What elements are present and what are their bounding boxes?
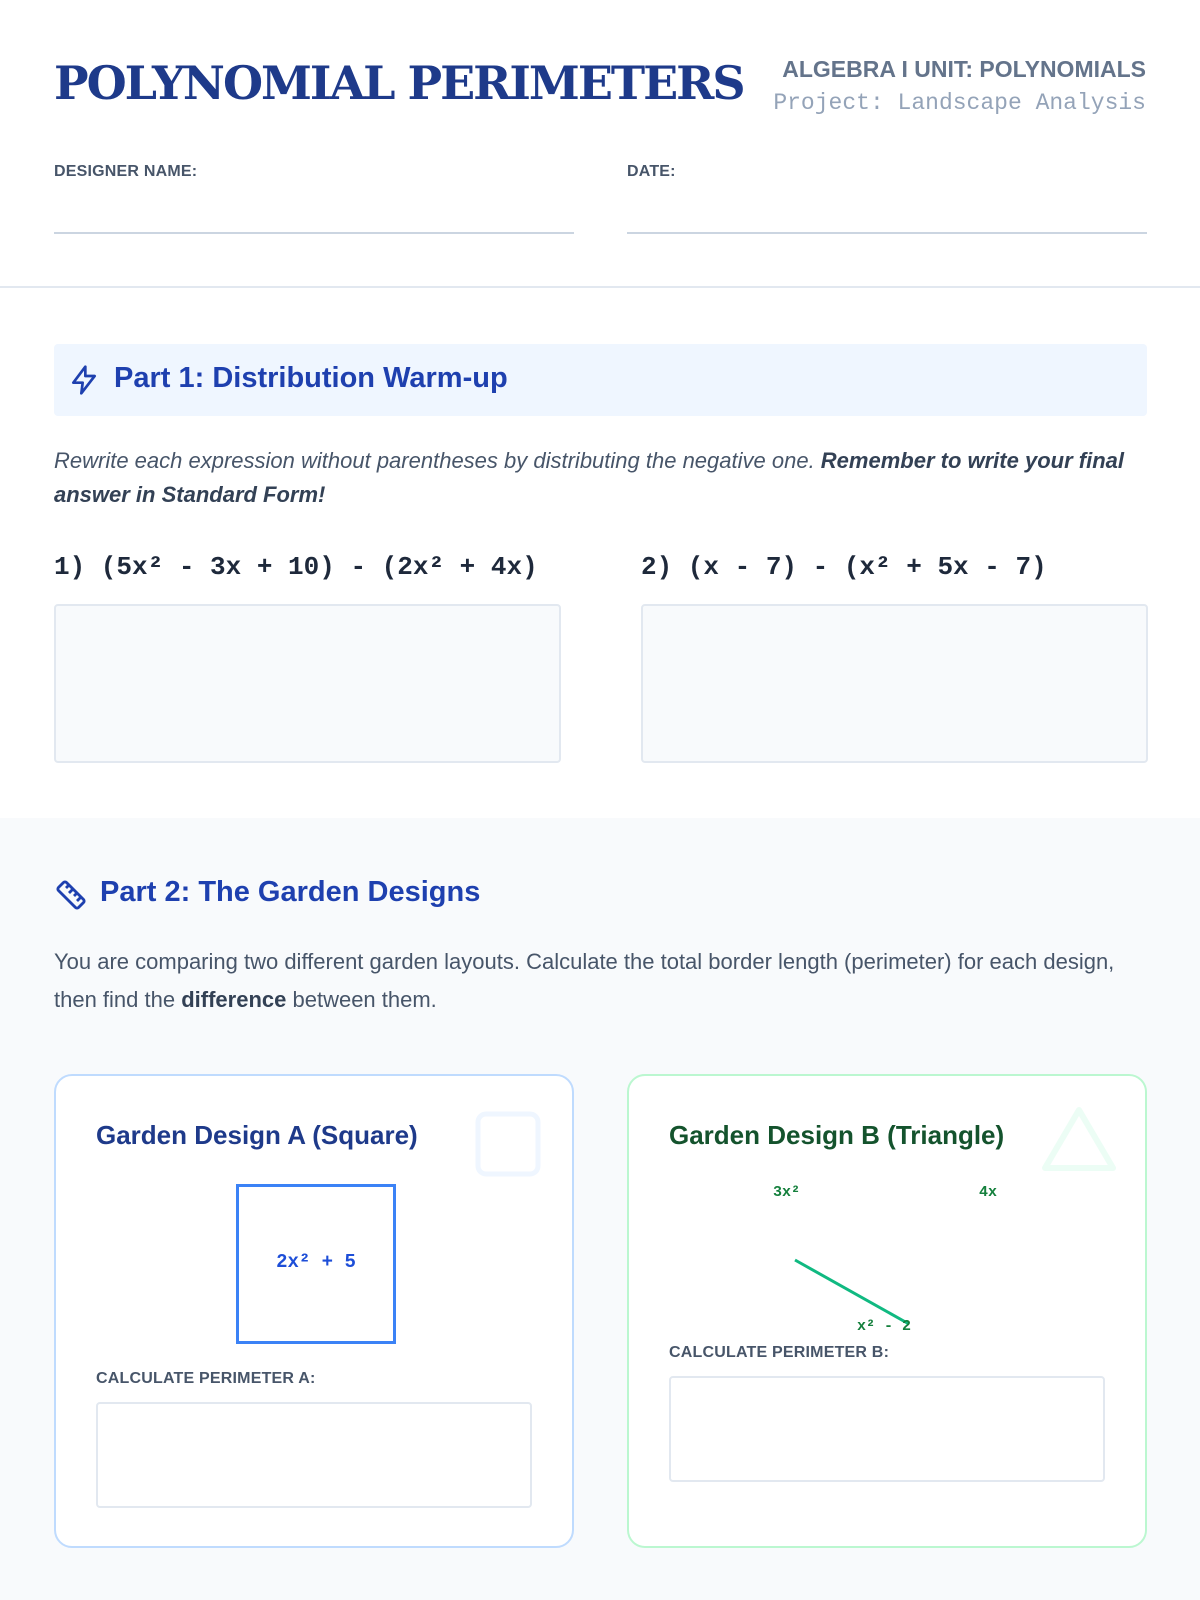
date-field[interactable] (627, 232, 1147, 234)
garden-design-b-card (627, 1074, 1147, 1548)
perimeter-a-answer-box[interactable] (96, 1402, 532, 1508)
square-diagram (236, 1184, 396, 1344)
garden-design-b-title: Garden Design B (Triangle) (669, 1120, 1005, 1150)
designer-name-label: DESIGNER NAME: (54, 163, 198, 180)
triangle-side-bottom-label: x² - 2 (857, 1318, 912, 1335)
lightning-icon (68, 364, 100, 396)
part1-instructions-text: Rewrite each expression without parentheses by distributing the negative one. (54, 448, 821, 473)
part1-instructions-emphasis: Remember to write your final answer in Standard Form! (54, 448, 1124, 507)
part1-banner (54, 344, 1147, 416)
part2-title: Part 2: The Garden Designs (100, 876, 481, 908)
worksheet-header (0, 0, 1200, 288)
problem-2: 2) (x - 7) - (x² + 5x - 7) (641, 552, 1047, 582)
square-watermark-icon (474, 1110, 542, 1178)
garden-design-a-card (54, 1074, 574, 1548)
part2-desc-bold: difference (181, 987, 287, 1012)
problem-1: 1) (5x² - 3x + 10) - (2x² + 4x) (54, 552, 538, 582)
perimeter-b-label: CALCULATE PERIMETER B: (669, 1344, 890, 1361)
perimeter-a-label: CALCULATE PERIMETER A: (96, 1370, 316, 1387)
part2-desc-after: between them. (286, 987, 437, 1012)
date-label: DATE: (627, 163, 676, 180)
problem-2-answer-box[interactable] (641, 604, 1148, 763)
page-title: POLYNOMIAL PERIMETERS (54, 56, 744, 110)
part2-desc-before: You are comparing two different garden layouts. Calculate the total border length (perimeter) for each design, then find the (54, 949, 1115, 1012)
designer-name-field[interactable] (54, 232, 574, 234)
garden-design-a-title: Garden Design A (Square) (96, 1120, 418, 1150)
part2-description (54, 943, 1154, 1019)
unit-label: ALGEBRA I UNIT: POLYNOMIALS (782, 56, 1146, 82)
triangle-side-line (795, 1260, 909, 1324)
triangle-side-left-label: 3x² (773, 1184, 801, 1201)
ruler-icon (54, 878, 88, 912)
project-label: Project: Landscape Analysis (773, 90, 1146, 116)
square-side-label: 2x² + 5 (276, 1251, 356, 1273)
perimeter-b-answer-box[interactable] (669, 1376, 1105, 1482)
part1-title: Part 1: Distribution Warm-up (114, 362, 508, 394)
part1-instructions (54, 444, 1154, 512)
triangle-side-right-label: 4x (979, 1184, 998, 1201)
problem-1-answer-box[interactable] (54, 604, 561, 763)
